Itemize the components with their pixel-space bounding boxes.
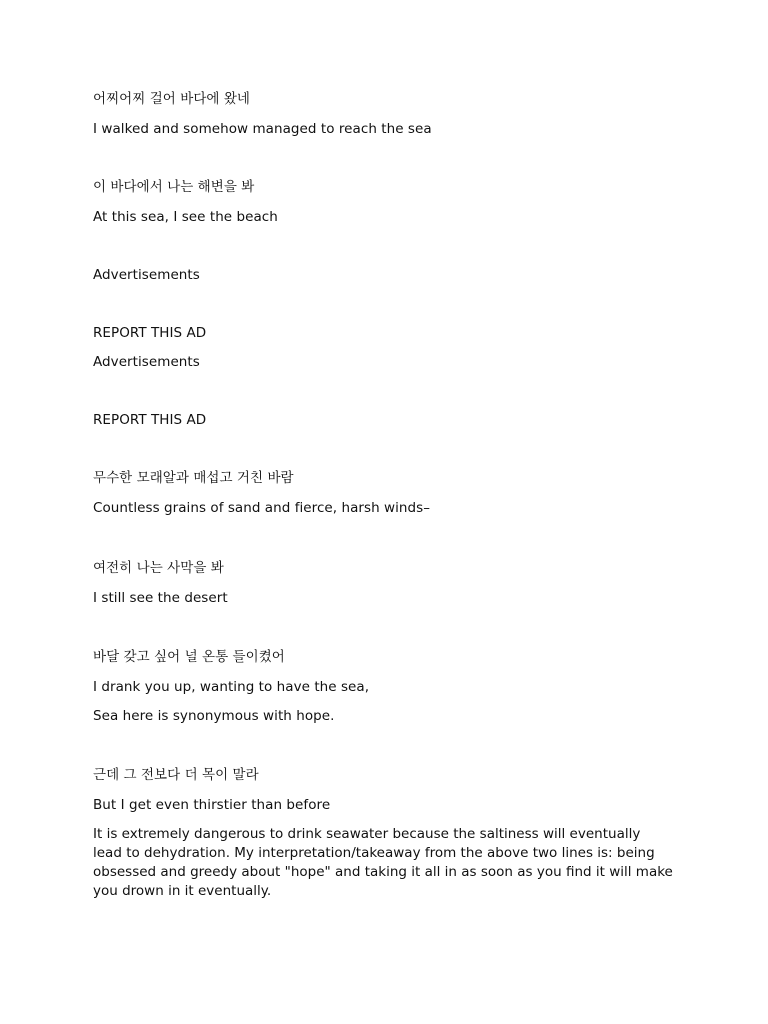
report-ad-link[interactable]: REPORT THIS AD	[93, 412, 207, 428]
translation-note: Sea here is synonymous with hope.	[93, 708, 335, 724]
korean-lyric-line: 여전히 나는 사막을 봐	[93, 560, 224, 576]
advertisements-label: Advertisements	[93, 267, 200, 283]
english-translation-line: I walked and somehow managed to reach the sea	[93, 121, 432, 137]
advertisements-label: Advertisements	[93, 354, 200, 370]
report-ad-link[interactable]: REPORT THIS AD	[93, 325, 207, 341]
korean-lyric-line: 무수한 모래알과 매섭고 거친 바람	[93, 470, 294, 486]
korean-lyric-line: 이 바다에서 나는 해변을 봐	[93, 179, 255, 195]
korean-lyric-line: 근데 그 전보다 더 목이 말라	[93, 767, 259, 783]
interpretation-paragraph: It is extremely dangerous to drink seawater because the saltiness will eventually lead to dehydration. My interpretation/takeaway from the above two lines is: being obsessed and greedy about "hope" and taking it all in as soon as you find it will make you drown in it eventually.	[93, 826, 673, 899]
english-translation-line: At this sea, I see the beach	[93, 209, 278, 225]
english-translation-line: I drank you up, wanting to have the sea,	[93, 679, 370, 695]
english-translation-line: But I get even thirstier than before	[93, 797, 331, 813]
korean-lyric-line: 바달 갖고 싶어 널 온통 들이켰어	[93, 649, 285, 665]
english-translation-line: Countless grains of sand and fierce, harsh winds–	[93, 500, 431, 516]
korean-lyric-line: 어찌어찌 걸어 바다에 왔네	[93, 91, 251, 107]
english-translation-line: I still see the desert	[93, 590, 228, 606]
